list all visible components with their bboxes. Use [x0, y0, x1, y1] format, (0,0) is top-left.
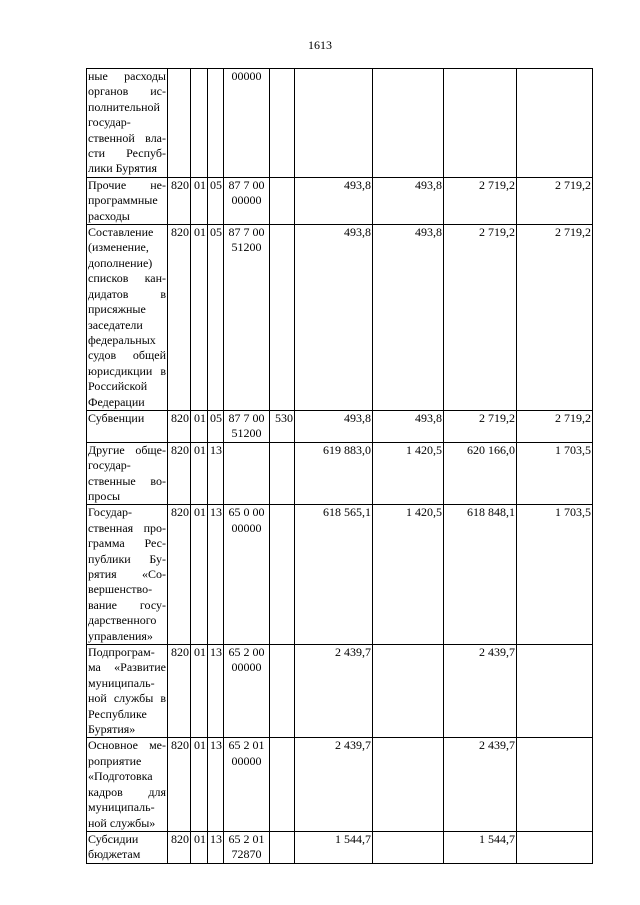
- target-article-line: 87 7 00: [228, 177, 265, 192]
- expense-name-cell: [87, 505, 168, 645]
- expense-name-line: дарственного: [88, 613, 157, 628]
- expense-name-line: (изменение,: [88, 240, 149, 255]
- expense-name-line: Федерации: [88, 394, 145, 409]
- page-number: 1613: [308, 38, 332, 52]
- amount-1-cell: 2 439,7: [295, 645, 373, 738]
- expense-name-line: списков кан-: [88, 271, 166, 286]
- target-article-line: 00000: [231, 69, 262, 83]
- amount-4-cell: [517, 831, 593, 863]
- section-code-cell: 01: [191, 442, 208, 505]
- expense-name-cell: [87, 177, 168, 224]
- amount-3-cell: 2 719,2: [444, 177, 517, 224]
- expense-name-line: судов общей: [88, 348, 166, 363]
- amount-1-cell: 1 544,7: [295, 831, 373, 863]
- table-row: [87, 505, 593, 645]
- amount-4-cell: [517, 645, 593, 738]
- expense-type-cell: [270, 505, 295, 645]
- table-row: [87, 645, 593, 738]
- amount-3-cell: 2 439,7: [444, 645, 517, 738]
- expense-name-line: управления»: [88, 628, 153, 643]
- amount-1-cell: 619 883,0: [295, 442, 373, 505]
- target-article-line: 00000: [231, 193, 262, 208]
- subsection-code-cell: 13: [208, 442, 224, 505]
- amount-4-cell: 2 719,2: [517, 410, 593, 442]
- target-article-line: 00000: [231, 520, 262, 535]
- amount-3-cell: [444, 69, 517, 178]
- target-article-cell: [224, 442, 270, 505]
- admin-code-cell: 820: [168, 177, 191, 224]
- amount-2-cell: 493,8: [373, 225, 444, 411]
- section-code-cell: 01: [191, 225, 208, 411]
- expense-name-line: дополнение): [88, 255, 153, 270]
- subsection-code-cell: 05: [208, 225, 224, 411]
- target-article-cell: [224, 225, 270, 411]
- expense-name-line: Подпрограм-: [88, 645, 155, 660]
- expense-name-line: роприятие: [88, 753, 142, 768]
- amount-1-cell: [295, 69, 373, 178]
- amount-4-cell: 2 719,2: [517, 177, 593, 224]
- expense-name-line: публики Бу-: [88, 551, 166, 566]
- section-code-cell: 01: [191, 505, 208, 645]
- table-row: [87, 410, 593, 442]
- target-article-line: 00000: [231, 753, 262, 768]
- expense-name-cell: [87, 442, 168, 505]
- admin-code-cell: 820: [168, 505, 191, 645]
- expense-name-line: Другие обще-: [88, 442, 166, 457]
- expense-name-cell: [87, 69, 168, 178]
- expense-name-line: полнительной: [88, 99, 160, 114]
- amount-2-cell: [373, 831, 444, 863]
- expense-name-line: Основное ме-: [88, 738, 166, 753]
- expense-type-cell: 530: [270, 410, 295, 442]
- admin-code-cell: 820: [168, 645, 191, 738]
- expense-name-line: рятия «Со-: [88, 567, 166, 581]
- amount-4-cell: 1 703,5: [517, 505, 593, 645]
- amount-2-cell: [373, 645, 444, 738]
- amount-1-cell: 618 565,1: [295, 505, 373, 645]
- target-article-cell: [224, 410, 270, 442]
- amount-1-cell: 493,8: [295, 410, 373, 442]
- table-row: [87, 738, 593, 831]
- expense-type-cell: [270, 831, 295, 863]
- target-article-line: 87 7 00: [228, 410, 265, 425]
- expense-name-line: юрисдикции в: [88, 363, 166, 378]
- amount-4-cell: [517, 69, 593, 178]
- section-code-cell: 01: [191, 410, 208, 442]
- budget-table: [86, 68, 593, 864]
- target-article-line: 65 2 00: [228, 645, 265, 660]
- expense-name-line: муниципаль-: [88, 800, 155, 815]
- expense-name-line: ственной вла-: [88, 130, 166, 145]
- admin-code-cell: 820: [168, 225, 191, 411]
- expense-name-line: бюджетам: [88, 847, 141, 862]
- expense-type-cell: [270, 645, 295, 738]
- amount-3-cell: 2 439,7: [444, 738, 517, 831]
- target-article-line: 87 7 00: [228, 225, 265, 240]
- expense-name-line: присяжные: [88, 302, 146, 317]
- target-article-line: 51200: [231, 426, 262, 441]
- admin-code-cell: [168, 69, 191, 178]
- expense-name-line: государ-: [88, 115, 131, 130]
- target-article-line: 65 2 01: [228, 738, 265, 753]
- table-row: [87, 69, 593, 178]
- amount-3-cell: 620 166,0: [444, 442, 517, 505]
- expense-name-line: вершенство-: [88, 582, 153, 597]
- amount-2-cell: [373, 69, 444, 178]
- target-article-line: 72870: [231, 847, 262, 862]
- section-code-cell: 01: [191, 831, 208, 863]
- expense-name-line: Субсидии: [88, 831, 139, 846]
- amount-4-cell: [517, 738, 593, 831]
- expense-name-line: лики Бурятия: [88, 161, 157, 176]
- target-article-line: 65 0 00: [228, 505, 265, 520]
- section-code-cell: 01: [191, 738, 208, 831]
- target-article-cell: [224, 738, 270, 831]
- expense-name-line: Субвенции: [88, 410, 145, 425]
- expense-name-line: Составление: [88, 225, 154, 240]
- expense-type-cell: [270, 69, 295, 178]
- target-article-cell: [224, 177, 270, 224]
- section-code-cell: 01: [191, 645, 208, 738]
- target-article-cell: [224, 645, 270, 738]
- amount-2-cell: 1 420,5: [373, 505, 444, 645]
- section-code-cell: [191, 69, 208, 178]
- expense-name-line: «Подготовка: [88, 769, 153, 784]
- amount-3-cell: 2 719,2: [444, 410, 517, 442]
- expense-name-line: ственная про-: [88, 520, 166, 535]
- amount-2-cell: [373, 738, 444, 831]
- amount-2-cell: 1 420,5: [373, 442, 444, 505]
- expense-name-line: кадров для: [88, 784, 166, 799]
- target-article-line: 00000: [231, 660, 262, 675]
- expense-name-cell: [87, 831, 168, 863]
- target-article-line: 65 2 01: [228, 831, 265, 846]
- section-code-cell: 01: [191, 177, 208, 224]
- expense-name-line: грамма Рес-: [88, 536, 166, 551]
- expense-type-cell: [270, 738, 295, 831]
- amount-1-cell: 493,8: [295, 177, 373, 224]
- expense-name-line: просы: [88, 488, 121, 503]
- expense-name-line: муниципаль-: [88, 675, 155, 690]
- expense-name-line: сти Респуб-: [88, 146, 166, 161]
- subsection-code-cell: 13: [208, 831, 224, 863]
- expense-name-line: Бурятия»: [88, 722, 136, 737]
- expense-name-line: ной службы в: [88, 691, 166, 706]
- subsection-code-cell: 05: [208, 410, 224, 442]
- expense-name-line: Республике: [88, 706, 147, 721]
- expense-name-cell: [87, 645, 168, 738]
- table-row: [87, 225, 593, 411]
- admin-code-cell: 820: [168, 442, 191, 505]
- subsection-code-cell: 13: [208, 505, 224, 645]
- expense-type-cell: [270, 177, 295, 224]
- expense-name-line: расходы: [88, 208, 130, 223]
- expense-name-line: дидатов в: [88, 286, 166, 301]
- amount-2-cell: 493,8: [373, 410, 444, 442]
- admin-code-cell: 820: [168, 738, 191, 831]
- expense-name-cell: [87, 410, 168, 442]
- target-article-cell: [224, 505, 270, 645]
- subsection-code-cell: 13: [208, 645, 224, 738]
- expense-name-line: органов ис-: [88, 84, 166, 99]
- amount-3-cell: 2 719,2: [444, 225, 517, 411]
- expense-name-line: Прочие не-: [88, 177, 166, 192]
- admin-code-cell: 820: [168, 410, 191, 442]
- expense-name-line: Российской: [88, 379, 148, 394]
- table-row: [87, 442, 593, 505]
- budget-table-body: [87, 69, 593, 864]
- expense-name-line: заседатели: [88, 317, 143, 332]
- expense-name-cell: [87, 738, 168, 831]
- target-article-cell: [224, 831, 270, 863]
- table-row: [87, 177, 593, 224]
- expense-name-line: ной службы»: [88, 815, 156, 830]
- expense-name-cell: [87, 225, 168, 411]
- admin-code-cell: 820: [168, 831, 191, 863]
- expense-name-line: государ-: [88, 458, 131, 473]
- amount-1-cell: 2 439,7: [295, 738, 373, 831]
- expense-name-line: федеральных: [88, 332, 156, 347]
- amount-3-cell: 1 544,7: [444, 831, 517, 863]
- subsection-code-cell: 05: [208, 177, 224, 224]
- subsection-code-cell: [208, 69, 224, 178]
- amount-3-cell: 618 848,1: [444, 505, 517, 645]
- expense-name-line: Государ-: [88, 505, 133, 520]
- table-row: [87, 831, 593, 863]
- amount-4-cell: 1 703,5: [517, 442, 593, 505]
- expense-name-line: ные расходы: [88, 69, 166, 83]
- expense-type-cell: [270, 442, 295, 505]
- expense-name-line: вание госу-: [88, 597, 166, 612]
- expense-name-line: программные: [88, 193, 158, 208]
- subsection-code-cell: 13: [208, 738, 224, 831]
- expense-type-cell: [270, 225, 295, 411]
- expense-name-line: ма «Развитие: [88, 660, 166, 675]
- amount-1-cell: 493,8: [295, 225, 373, 411]
- amount-2-cell: 493,8: [373, 177, 444, 224]
- expense-name-line: ственные во-: [88, 473, 166, 488]
- target-article-line: 51200: [231, 240, 262, 255]
- amount-4-cell: 2 719,2: [517, 225, 593, 411]
- target-article-cell: [224, 69, 270, 178]
